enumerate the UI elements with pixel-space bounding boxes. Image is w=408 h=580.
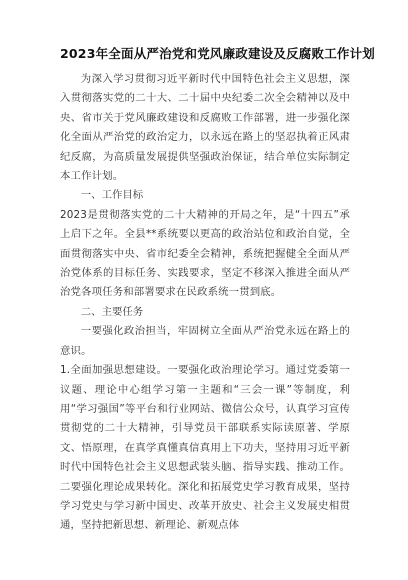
tasks-lead-paragraph: 一要强化政治担当，牢固树立全面从严治党永远在路上的意识。 [60, 325, 350, 357]
document-title: 2023年全面从严治党和党风廉政建设及反腐败工作计划 [60, 46, 375, 61]
intro-paragraph: 为深入学习贯彻习近平新时代中国特色社会主义思想，深入贯彻落实党的二十大、二十届中央纪委二次全会精神以及中央、省市关于党风廉政建设和反腐败工作部署，进一步强化深化全面从严治党的政治定力，以永远在路上的坚忍执着正风肃纪反腐，为高质量发展提供坚强政治保证，结合单位实际制定本工作计划。 [60, 73, 350, 183]
goals-paragraph: 2023是贯彻落实党的二十大精神的开局之年，是“十四五”承上启下之年。全县**系统要以更高的政治站位和政治自觉，全面贯彻落实中央、省市纪委全会精神，系统把握健全全面从严治党体系的目标任务、实践要求，坚定不移深入推进全面从严治党各项任务和部署要求在民政系统一贯到底。 [60, 208, 350, 299]
section-heading-tasks: 二、主要任务 [80, 305, 144, 318]
section-heading-goals: 一、工作目标 [80, 189, 144, 202]
task-item-1-paragraph: 1.全面加强思想建设。一要强化政治理论学习。通过党委第一议题、理论中心组学习第一主题和“三会一课”等制度，利用“学习强国”等平台和行业网站、微信公众号，认真学习宣传贯彻党的二十大精神，引导党员干部联系实际读原著、学原文、悟原理，在真学真懂真信真用上下功夫，坚持用习近平新时代中国特色社会主义思想武装头脑、指导实践、推动工作。二要强化理论成果转化。深化和拓展党史学习教育成果，坚持学习党史与学习新中国史、改革开放史、社会主义发展史相贯通，坚持把新思想、新理论、新观点体 [60, 364, 350, 532]
